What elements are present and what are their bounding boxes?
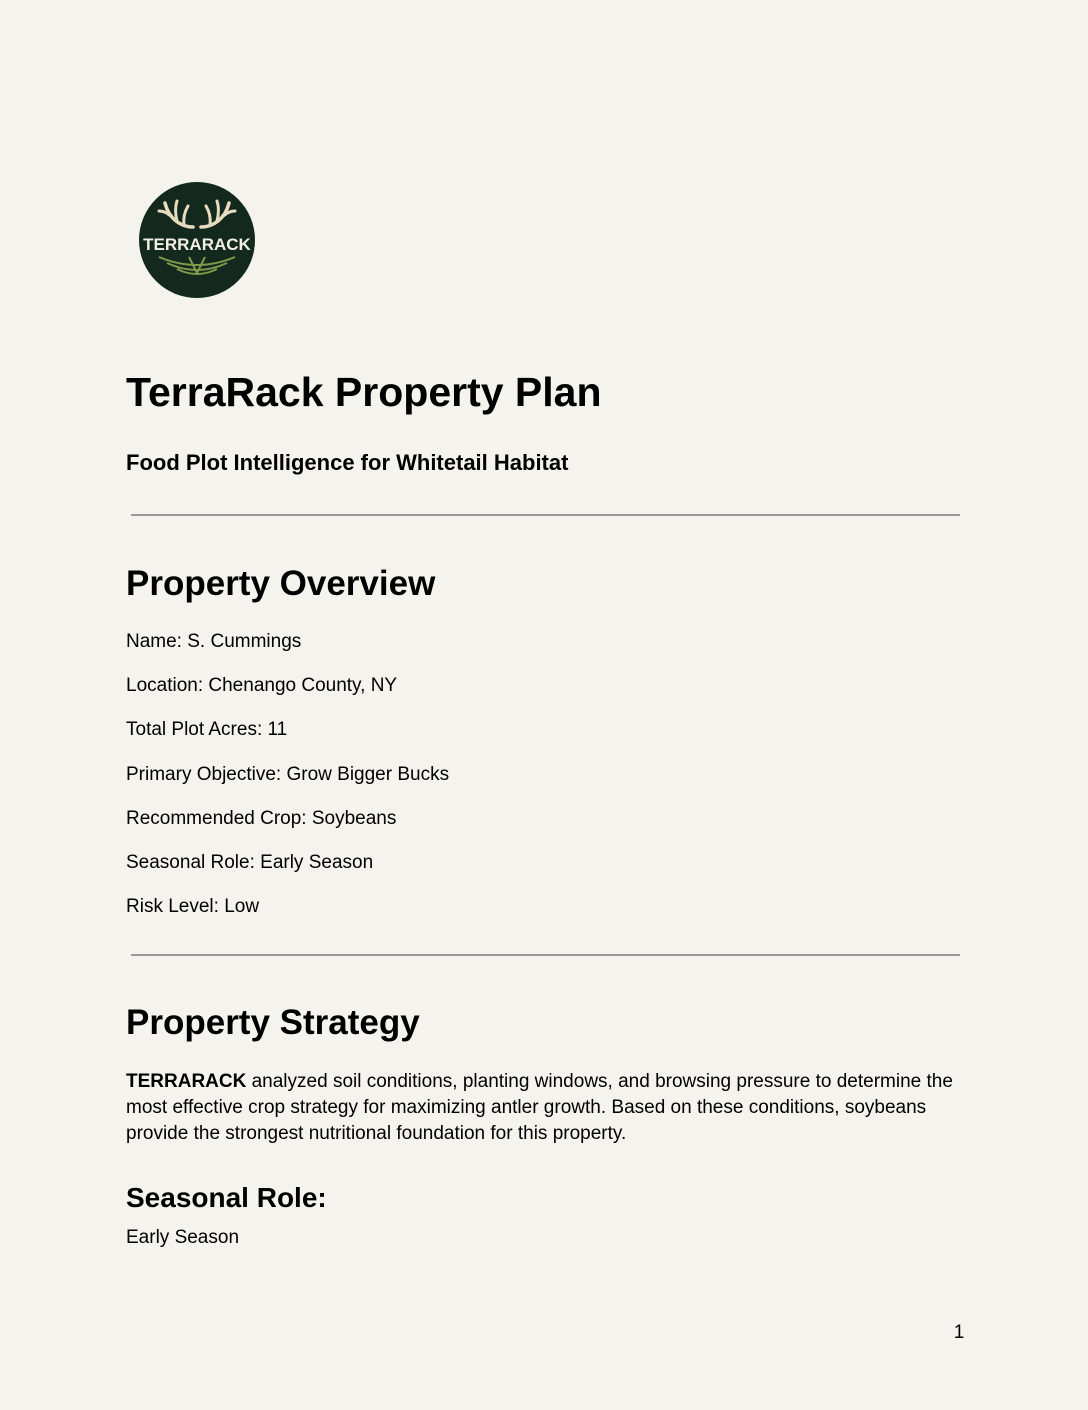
- field-seasonal-role: Seasonal Role: Early Season: [126, 851, 374, 873]
- strategy-text: analyzed soil conditions, planting windows, and browsing pressure to determine the most effective crop strategy for maximizing antler growth. Based on these conditions, soybeans provide the strongest nutritional foundation for this property.: [126, 1071, 953, 1144]
- terrarack-logo: [137, 181, 257, 299]
- field-risk-level: Risk Level: Low: [126, 896, 260, 918]
- field-primary-objective: Primary Objective: Grow Bigger Bucks: [126, 763, 450, 785]
- seasonal-role-value: Early Season: [126, 1227, 240, 1248]
- strategy-paragraph: [126, 1069, 966, 1147]
- page-number: 1: [953, 1322, 965, 1343]
- divider: [131, 514, 960, 516]
- field-location: Location: Chenango County, NY: [126, 675, 398, 697]
- strategy-heading: Property Strategy: [126, 1003, 420, 1042]
- seasonal-role-heading: Seasonal Role:: [126, 1182, 327, 1213]
- page-title: TerraRack Property Plan: [126, 369, 602, 415]
- divider: [131, 954, 960, 956]
- field-name: Name: S. Cummings: [126, 631, 302, 652]
- page-subtitle: Food Plot Intelligence for Whitetail Habitat: [126, 450, 569, 475]
- strategy-brand: TERRARACK: [126, 1071, 247, 1092]
- logo-text: TERRARACK: [143, 235, 251, 254]
- overview-heading: Property Overview: [126, 564, 436, 603]
- overview-fields: [126, 630, 449, 939]
- field-total-plot-acres: Total Plot Acres: 11: [126, 719, 288, 741]
- field-recommended-crop: Recommended Crop: Soybeans: [126, 807, 397, 829]
- antler-logo-icon: [137, 181, 257, 299]
